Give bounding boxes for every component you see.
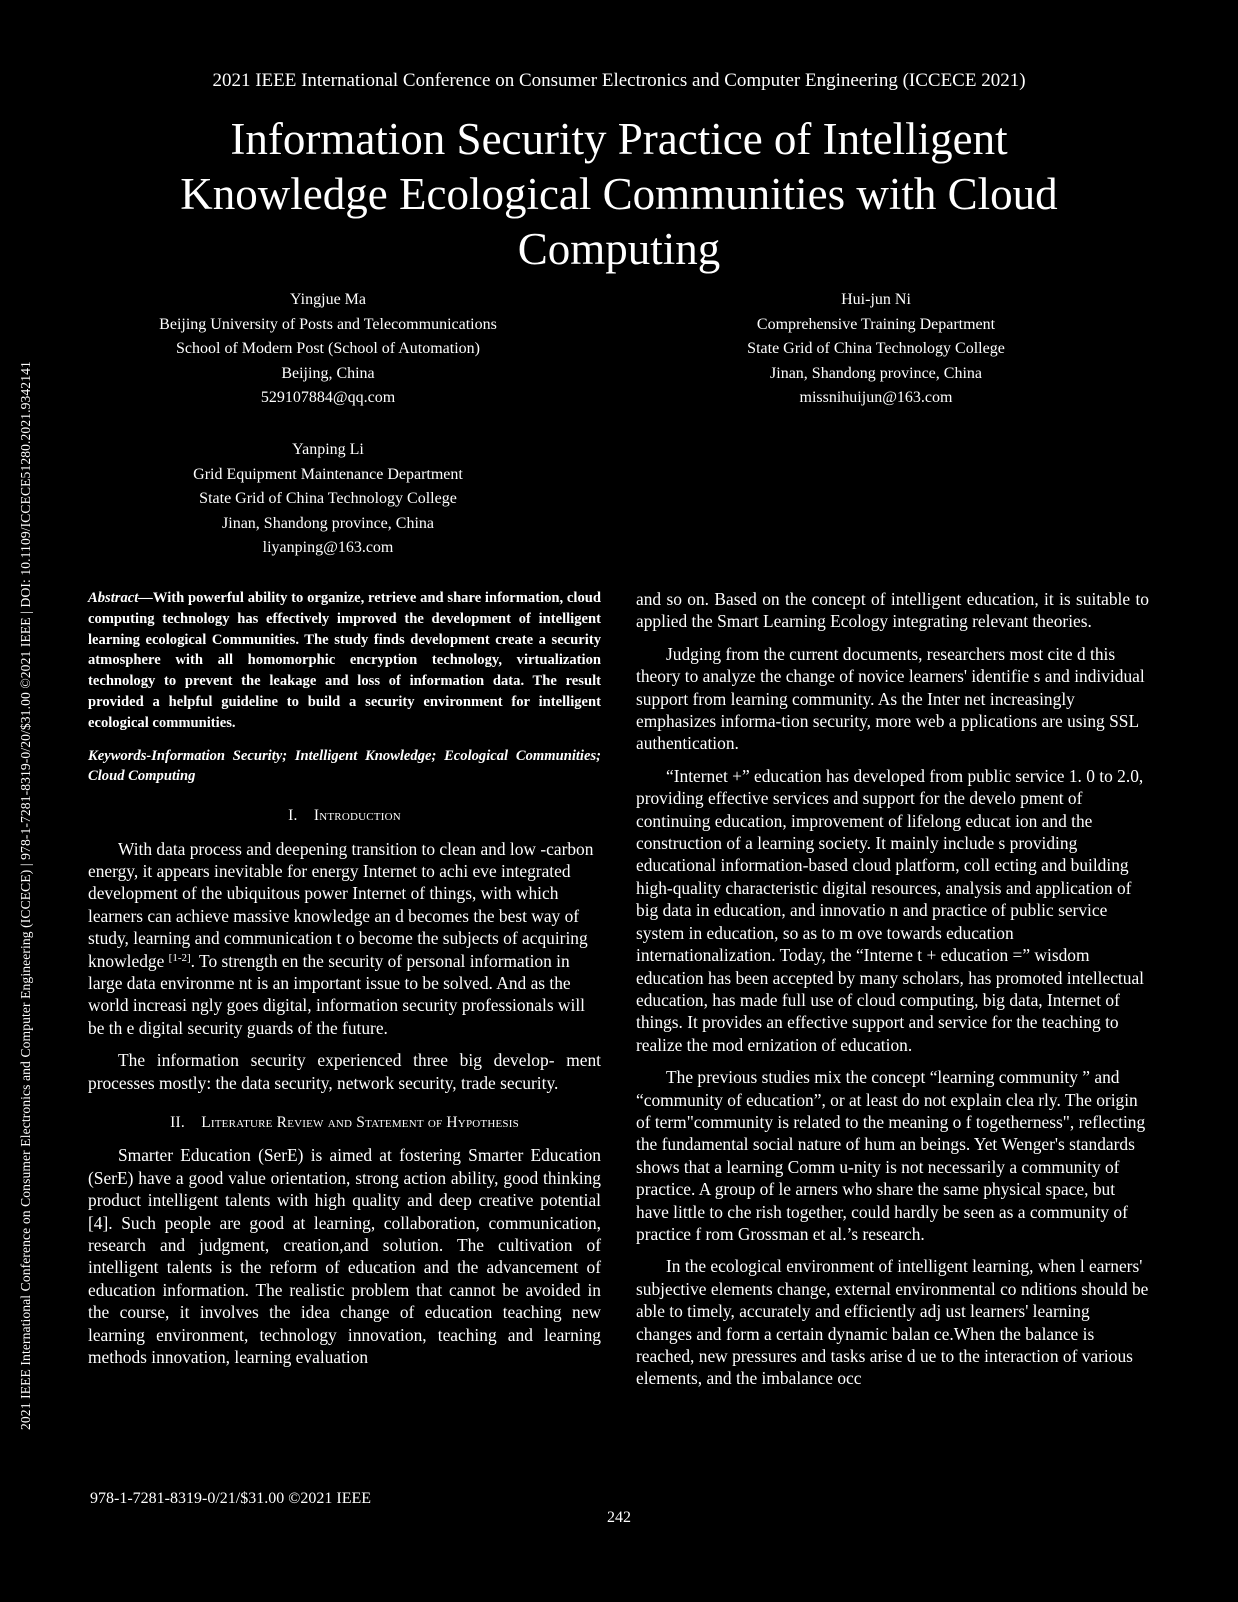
right-column (636, 588, 1149, 1400)
section-heading-literature-review (88, 1112, 601, 1134)
author-affiliation: School of Modern Post (School of Automation) (176, 340, 480, 358)
author-name: Hui-jun Ni (841, 291, 911, 308)
author-location: Jinan, Shandong province, China (222, 514, 434, 532)
section-heading-introduction (88, 805, 601, 827)
author-location: Beijing, China (281, 364, 375, 382)
right-paragraph-2: “Internet +” education has developed from public service 1. 0 to 2.0, providing effective services and support for the develo pment of continuing education, improvement of lifelong educat ion and the construction of a learning society. It mainly include s providing educational information-based cloud platform, coll ecting and building high-quality characteristic digital resources, analysis and application of big data in education, and innovatio n and practice of public service system in education, so as to m ove towards education internationalization. Today, the “Interne t + education =” wisdom education has been accepted by many scholars, has promoted intellectual education, has made full use of cloud computing, big data, Internet of things. It provides an effective support and service for the teaching to realize the mod ernization of education. (636, 765, 1145, 1055)
footer-copyright: 978-1-7281-8319-0/21/$31.00 ©2021 IEEE (90, 1490, 372, 1507)
author-name: Yingjue Ma (290, 291, 366, 308)
author-affiliation: Beijing University of Posts and Telecommunications (159, 315, 497, 333)
author-affiliation: State Grid of China Technology College (747, 340, 1005, 358)
author-location: Jinan, Shandong province, China (770, 364, 982, 382)
right-paragraph-0: and so on. Based on the concept of intelligent education, it is suitable to applied the Smart Learning Ecology integrating relevant theories. (636, 589, 1149, 632)
author-affiliation: Comprehensive Training Department (756, 315, 996, 333)
intro-text: With data process and deepening transition to clean and low -carbon energy, it appears inevitable for energy Internet to achi eve integrated development of the ubiquitous power Internet of things, with which learners can achieve massive knowledge an d becomes the best way of study, learning and communication t o become the subjects of acquiring knowledge (88, 838, 594, 971)
author-affiliation: State Grid of China Technology College (199, 490, 457, 508)
author-name: Yanping Li (292, 441, 364, 458)
paper-title (120, 112, 1118, 277)
section-title: Introduction (313, 807, 401, 825)
literature-paragraph-1: Smarter Education (SerE) is aimed at fostering Smarter Education (SerE) have a good value orientation, strong action ability, good thinking product intelligent talents with high quality and deep creative potential [4]. Such people are good at learning, collaboration, communication, research and judgment, creation,and solution. The cultivation of intelligent talents is the reform of education and the advancement of education information. The realistic problem that cannot be avoided in the course, it involves the idea change of education teaching new learning environment, technology innovation, teaching and learning methods innovation, learning evaluation (88, 1145, 601, 1368)
author-email: 529107884@qq.com (260, 389, 396, 407)
abstract-label: Abstract— (88, 590, 153, 606)
section-number: I. (288, 807, 298, 825)
left-column (88, 588, 601, 1379)
page-number: 242 (607, 1509, 631, 1526)
keywords: Keywords-Information Security; Intelligent Knowledge; Ecological Communities; Cloud Computing (88, 747, 601, 785)
right-paragraph-3: The previous studies mix the concept “learning community ” and “community of education”, or at least do not explain clea rly. The origin of term"community is related to the meaning o f togetherness", reflecting the fundamental social nature of hum an beings. Yet Wenger's standards shows that a learning Comm u-nity is not necessarily a community of practice. A group of le arners who share the same physical space, but have little to che rish together, could hardly be seen as a community of practice f rom Grossman et al.’s research. (636, 1067, 1146, 1244)
author-block-2 (656, 288, 1096, 411)
title-line-2: Knowledge Ecological Communities with Cloud (180, 169, 1058, 219)
title-line-1: Information Security Practice of Intelligent (230, 114, 1008, 164)
doi-side-text: 2021 IEEE International Conference on Consumer Electronics and Computer Engineering (ICCECE) | 978-1-7281-8319-0/20/$31.00 ©2021 IEEE | DOI: 10.1109/ICCECE51280.2021.9342141 (18, 361, 33, 1430)
intro-paragraph-1 (88, 838, 601, 1040)
section-title: Literature Review and Statement of Hypothesis (201, 1114, 519, 1132)
author-affiliation: Grid Equipment Maintenance Department (193, 465, 463, 483)
author-email: liyanping@163.com (262, 539, 394, 557)
author-block-1 (108, 288, 548, 411)
abstract (88, 588, 601, 734)
author-block-3 (108, 438, 548, 561)
author-email: missnihuijun@163.com (799, 389, 953, 407)
abstract-text: With powerful ability to organize, retrieve and share information, cloud computing technology has effectively improved the development of intelligent learning ecological Communities. The study finds development create a security atmosphere with all homomorphic encryption technology, virtualization technology to prevent the leakage and loss of information data. The result provided a helpful guideline to build a security environment for intelligent ecological communities. (88, 590, 601, 731)
right-paragraph-4: In the ecological environment of intelligent learning, when l earners' subjective elements change, external environmental co nditions should be able to timely, accurately and efficiently adj ust learners' learning changes and form a certain dynamic balan ce.When the balance is reached, new pressures and tasks arise d ue to the interaction of various elements, and the imbalance occ (636, 1256, 1149, 1389)
title-line-3: Computing (517, 224, 721, 274)
intro-text: . To strength en the security of personal information in large data environme nt is an important issue to be solved. And as the world increasi ngly goes digital, information security professionals will be th e digital security guards of the future. (88, 950, 585, 1038)
section-number: II. (170, 1114, 185, 1132)
citation: [1-2] (168, 951, 191, 964)
right-paragraph-1: Judging from the current documents, researchers most cite d this theory to analyze the change of novice learners' identifie s and individual support from learning community. As the Inter net increasingly emphasizes informa-tion security, more web a pplications are using SSL authentication. (636, 643, 1145, 754)
intro-paragraph-2: The information security experienced three big develop- ment processes mostly: the data security, network security, trade security. (88, 1050, 601, 1093)
conference-header: 2021 IEEE International Conference on Consumer Electronics and Computer Engineering (ICCECE 2021) (212, 70, 1026, 91)
